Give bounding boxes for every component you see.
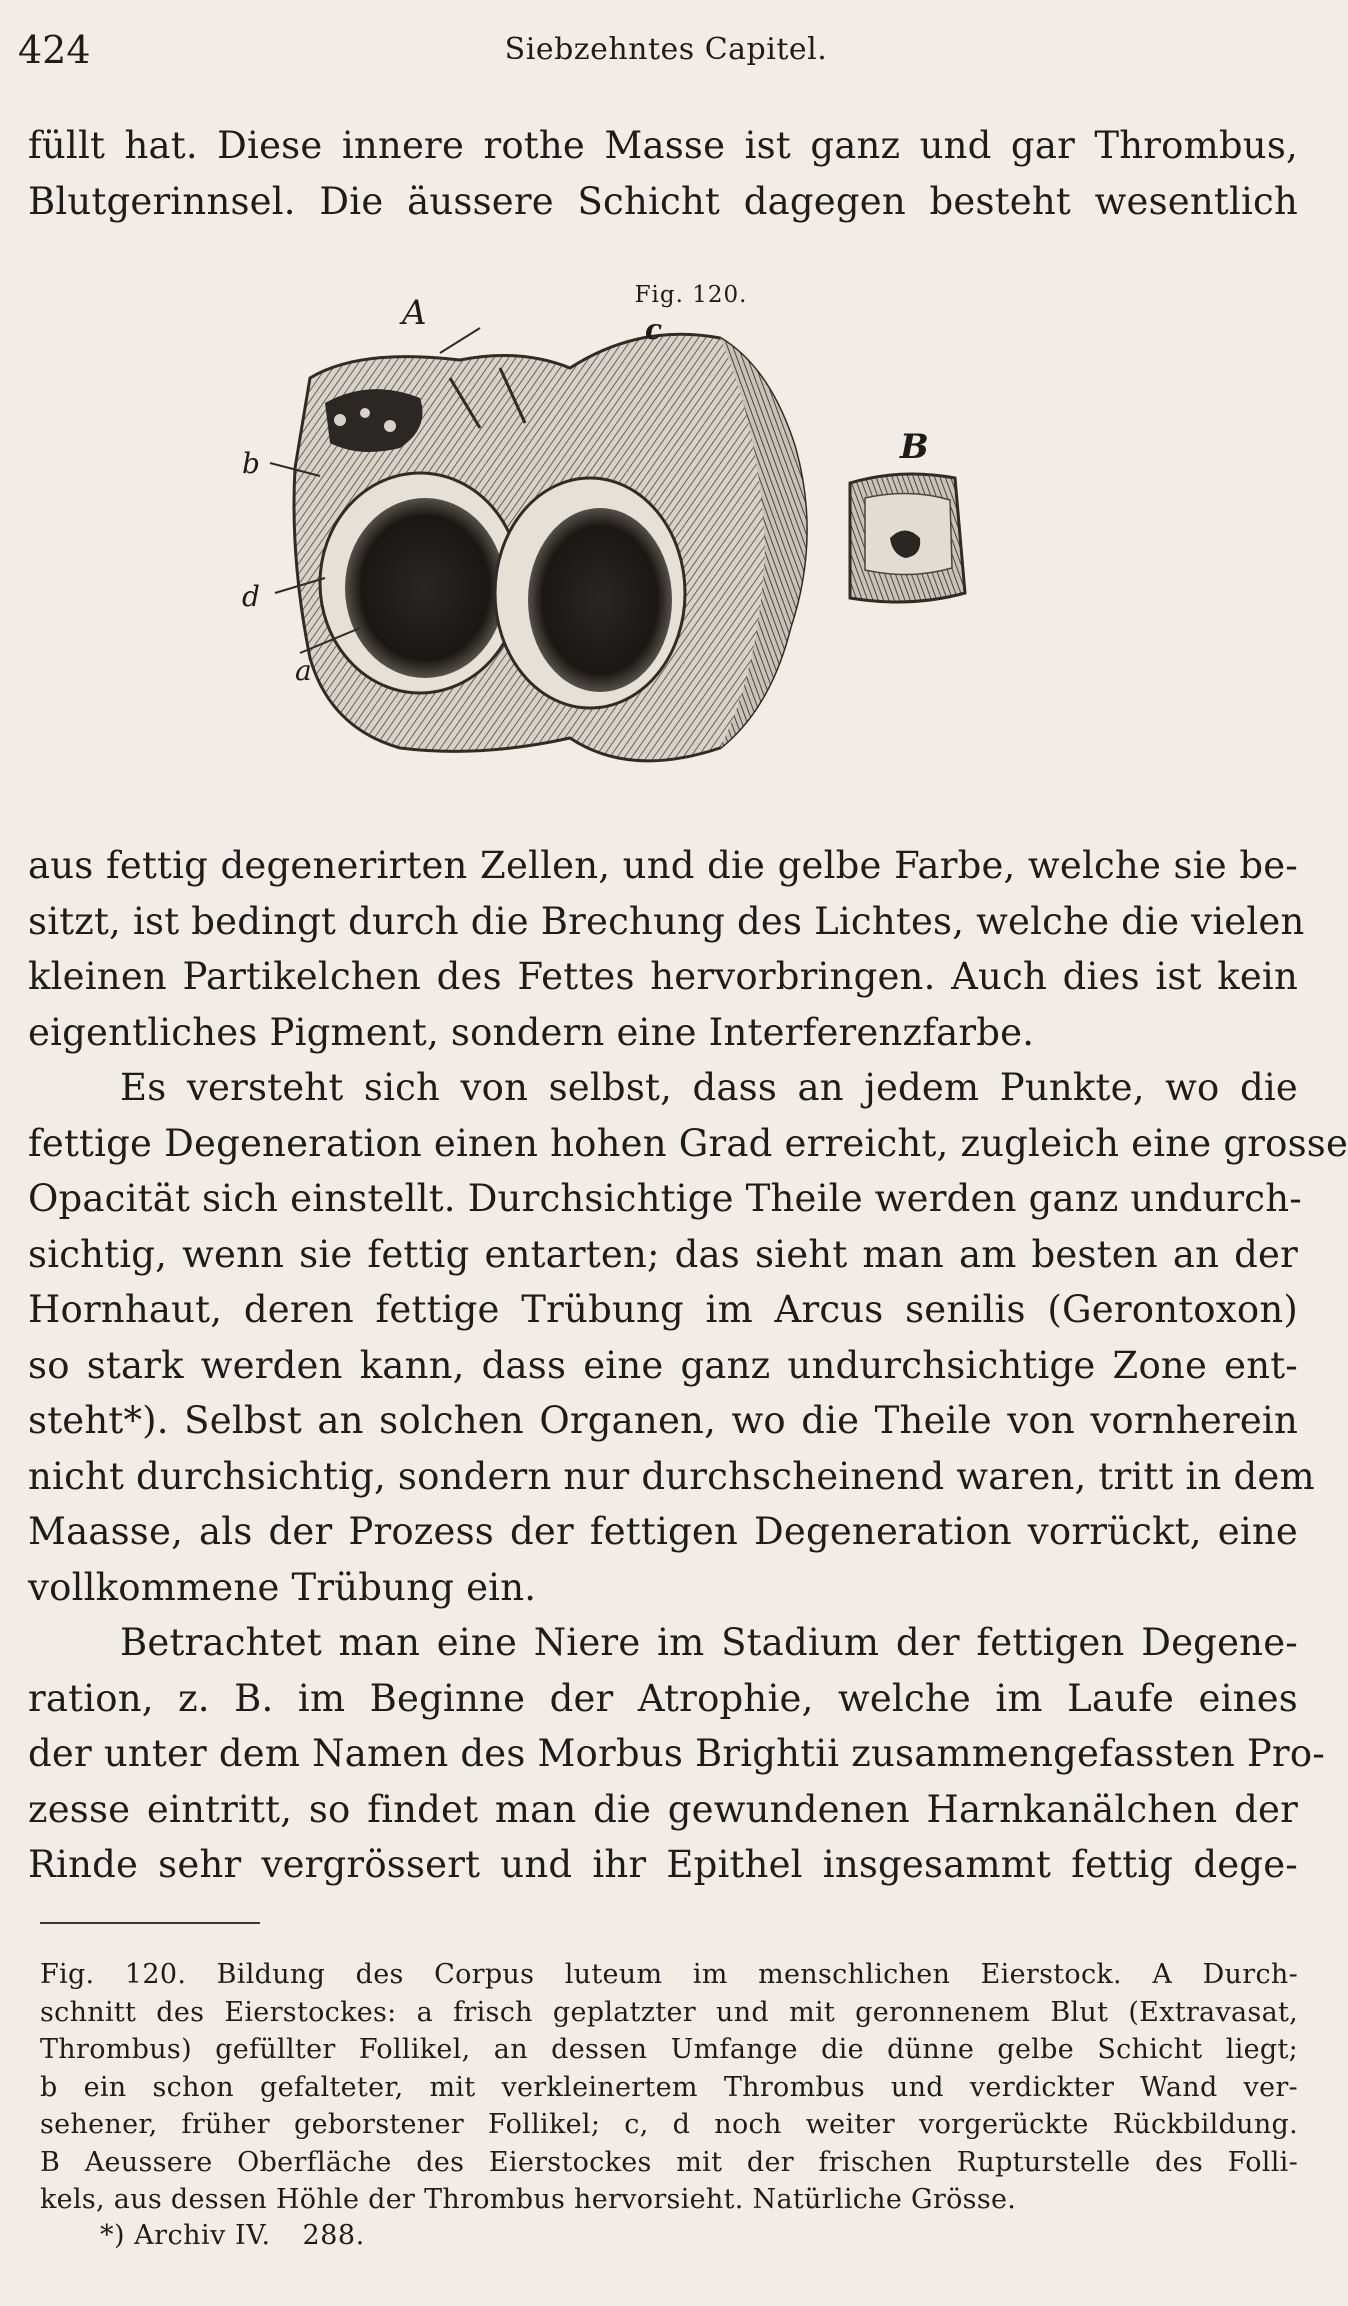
text-line: Rinde sehr vergrössert und ihr Epithel insgesammt fettig dege-: [28, 1843, 1298, 1886]
ovary-cross-section-a: [270, 328, 806, 761]
text-line: nicht durchsichtig, sondern nur durchscheinend waren, tritt in dem: [28, 1454, 1315, 1498]
text-line: kleinen Partikelchen des Fettes hervorbringen. Auch dies ist kein: [28, 955, 1298, 998]
paragraph-1: [28, 118, 1298, 229]
ovary-surface-b: [850, 474, 965, 602]
text-line: Betrachtet man eine Niere im Stadium der fettigen Degene-: [120, 1621, 1298, 1664]
text-line: zesse eintritt, so findet man die gewundenen Harnkanälchen der: [28, 1787, 1298, 1831]
text-line: eigentliches Pigment, sondern eine Interferenzfarbe.: [28, 1010, 1035, 1054]
caption-line: b ein schon gefalteter, mit verkleinertem Thrombus und verdickter Wand ver-: [40, 2071, 1298, 2103]
caption-line: sehener, früher geborstener Follikel; c, d noch weiter vorgerückte Rückbildung.: [40, 2109, 1298, 2140]
caption-line: B Aeussere Oberfläche des Eierstockes mit der frischen Rupturstelle des Folli-: [40, 2146, 1298, 2178]
footnote-divider: [40, 1922, 260, 1924]
text-line: so stark werden kann, dass eine ganz undurchsichtige Zone ent-: [28, 1343, 1298, 1387]
text-line: Opacität sich einstellt. Durchsichtige Theile werden ganz undurch-: [28, 1177, 1302, 1220]
figure-letter-A: A: [402, 293, 427, 333]
text-line: ration, z. B. im Beginne der Atrophie, welche im Laufe eines: [28, 1676, 1298, 1720]
text-line: fettige Degeneration einen hohen Grad erreicht, zugleich eine grosse: [28, 1121, 1348, 1165]
paragraph-4: [28, 1615, 1325, 1893]
text-line: vollkommene Trübung ein.: [28, 1565, 537, 1609]
figure-letter-b: b: [242, 447, 260, 480]
caption-line: Thrombus) gefüllter Follikel, an dessen Umfange die dünne gelbe Schicht liegt;: [40, 2034, 1298, 2065]
text-line: Hornhaut, deren fettige Trübung im Arcus senilis (Gerontoxon): [28, 1288, 1298, 1331]
text-line: Blutgerinnsel. Die äussere Schicht dagegen besteht wesentlich: [28, 179, 1298, 223]
text-line: Es versteht sich von selbst, dass an jedem Punkte, wo die: [120, 1066, 1298, 1109]
footnote-reference: *) Archiv IV.: [100, 2220, 271, 2251]
caption-line: kels, aus dessen Höhle der Thrombus hervorsieht. Natürliche Grösse.: [40, 2184, 1017, 2215]
text-line: steht*). Selbst an solchen Organen, wo die Theile von vornherein: [28, 1399, 1298, 1442]
figure-letter-c: c: [645, 313, 663, 346]
caption-line: schnitt des Eierstockes: a frisch geplatzter und mit geronnenem Blut (Extravasat,: [40, 1996, 1298, 2028]
text-line: aus fettig degenerirten Zellen, und die gelbe Farbe, welche sie be-: [28, 844, 1298, 887]
paragraph-3: [28, 1060, 1348, 1615]
figure-letter-a: a: [295, 654, 312, 687]
text-line: sitzt, ist bedingt durch die Brechung des Lichtes, welche die vielen: [28, 899, 1305, 943]
text-line: der unter dem Namen des Morbus Brightii zusammengefassten Pro-: [28, 1732, 1325, 1775]
running-title: Siebzehntes Capitel.: [504, 32, 828, 67]
caption-line: Fig. 120. Bildung des Corpus luteum im menschlichen Eierstock. A Durch-: [40, 1959, 1298, 1990]
text-line: sichtig, wenn sie fettig entarten; das sieht man am besten an der: [28, 1232, 1298, 1276]
footnote-page: 288.: [302, 2220, 365, 2251]
paragraph-2: [28, 838, 1305, 1060]
footnote: [100, 2220, 397, 2251]
page-number: 424: [18, 28, 91, 72]
figure-letter-B: B: [900, 427, 929, 467]
figure-label: Fig. 120.: [634, 282, 748, 308]
text-line: füllt hat. Diese innere rothe Masse ist ganz und gar Thrombus,: [28, 124, 1298, 167]
text-line: Maasse, als der Prozess der fettigen Degeneration vorrückt, eine: [28, 1510, 1298, 1553]
page-header: [18, 28, 1314, 74]
figure-letter-d: d: [242, 580, 260, 613]
figure-caption: [40, 1956, 1298, 2219]
